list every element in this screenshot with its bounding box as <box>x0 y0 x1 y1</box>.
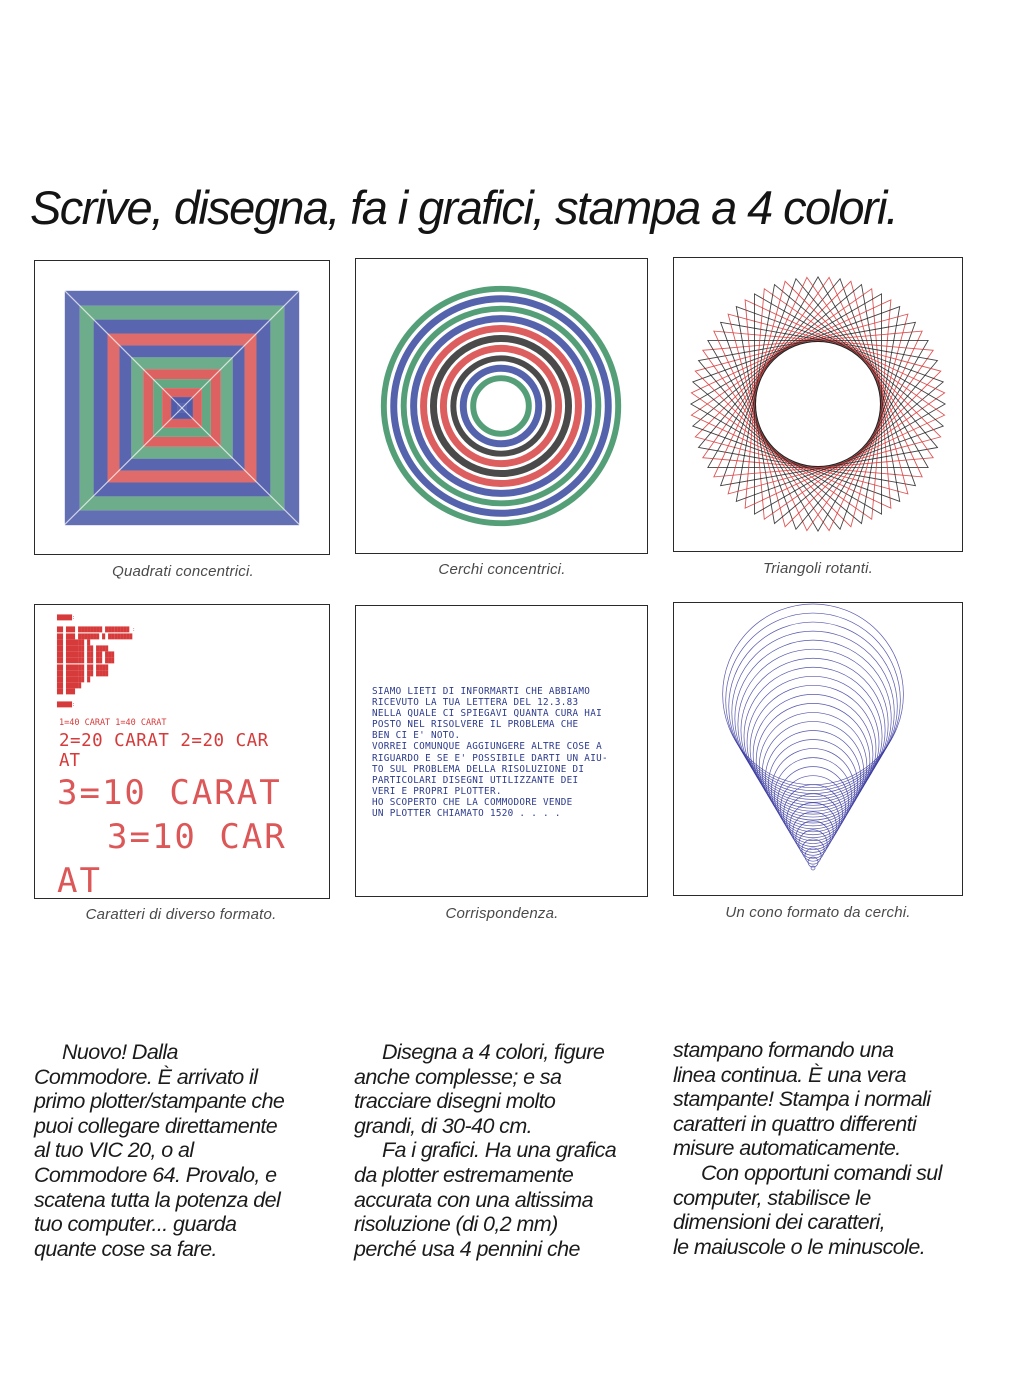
caption-concentric-squares: Quadrati concentrici. <box>112 563 254 580</box>
body-col3-line: misure automaticamente. <box>673 1136 901 1161</box>
letter-line: HO SCOPERTO CHE LA COMMODORE VENDE <box>372 796 573 808</box>
letter-line: TO SUL PROBLEMA DELLA RISOLUZIONE DI <box>372 763 585 775</box>
body-col2-line: accurata con una altissima <box>354 1187 593 1212</box>
body-col3-line: caratteri in quattro differenti <box>673 1111 917 1136</box>
char-size-2-wrap: AT <box>59 751 81 771</box>
body-col3-line: computer, stabilisce le <box>673 1185 871 1210</box>
letter-line: VORREI COMUNQUE AGGIUNGERE ALTRE COSE A <box>372 741 602 753</box>
figure-concentric-circles <box>355 258 648 554</box>
basic-listing-block: █████: ██ ███ ████████ ████████ : ██ ███ ███████ █ ████████ ██ ██████ █ ██ ██████ ██ ████ ██ ██████ ██ ██ ███ ██ ██████ ██ ██ ███ ██ ██████ ██ ████ ██ ██████ ██ ████ ██ ██████ █ ██ █████ ██ ███ █████: <box>57 615 136 708</box>
circle-ring <box>453 358 548 453</box>
letter-line: POSTO NEL RISOLVERE IL PROBLEMA CHE <box>372 719 579 731</box>
triangle-inner-circle <box>755 341 880 466</box>
triangle <box>695 314 908 527</box>
body-col2-line: anche complesse; e sa <box>354 1064 562 1089</box>
letter-line: RIGUARDO E SE E' POSSIBILE DARTI UN AIU- <box>372 752 608 764</box>
figure-rotating-triangles <box>673 257 963 552</box>
body-col1-line: Nuovo! Dalla <box>62 1040 178 1064</box>
body-col3-line: Con opportuni comandi sul <box>701 1160 942 1185</box>
body-col1-line: tuo computer... guarda <box>34 1212 237 1237</box>
circle-ring <box>384 289 618 523</box>
cone-circle <box>747 676 879 808</box>
body-col1-line: Commodore. È arrivato il <box>34 1064 258 1089</box>
cone-circle <box>756 703 870 817</box>
body-col1-line: primo plotter/stampante che <box>34 1089 285 1114</box>
letter-text <box>372 686 608 819</box>
letter-line: VERI E PROPRI PLOTTER. <box>372 785 502 797</box>
caption-cone-of-circles: Un cono formato da cerchi. <box>725 904 911 921</box>
letter-line: RICEVUTO LA TUA LETTERA DEL 12.3.83 <box>372 697 579 709</box>
body-col1-line: al tuo VIC 20, o al <box>34 1138 194 1163</box>
cone-circle <box>805 848 821 864</box>
circle-ring <box>414 319 589 494</box>
rotating-triangles-drawing <box>674 258 962 551</box>
triangle <box>695 281 908 494</box>
caption-correspondence: Corrispondenza. <box>445 905 559 922</box>
body-column-2 <box>354 1040 664 1261</box>
figure-cone-of-circles <box>673 602 963 896</box>
triangle <box>728 314 941 527</box>
body-col2-line: tracciare disegni molto <box>354 1089 556 1114</box>
char-size-3-wrap: AT <box>57 861 102 899</box>
char-size-3-line-2: 3=10 CAR <box>107 817 287 857</box>
letter-line: BEN CI E' NOTO. <box>372 730 461 742</box>
body-col2-line: perché usa 4 pennini che <box>354 1236 580 1261</box>
body-col2-line: grandi, di 30-40 cm. <box>354 1113 533 1138</box>
cone-circle <box>762 721 864 823</box>
char-size-1-line: 1=40 CARAT 1=40 CARAT <box>59 718 167 728</box>
caption-rotating-triangles: Triangoli rotanti. <box>762 560 874 577</box>
body-col3-line: le maiuscole o le minuscole. <box>673 1234 926 1259</box>
body-col2-line: Fa i grafici. Ha una grafica <box>382 1138 617 1163</box>
body-column-3 <box>673 1038 983 1259</box>
cone-circle <box>811 866 815 870</box>
cone-circle <box>726 613 901 788</box>
circle-ring <box>473 378 529 434</box>
body-col2-line: Disegna a 4 colori, figure <box>382 1040 605 1064</box>
body-col1-line: Commodore 64. Provalo, e <box>34 1162 277 1187</box>
cone-circle <box>735 640 891 796</box>
body-col2-line: da plotter estremamente <box>354 1162 574 1187</box>
body-col1-line: scatena tutta la potenza del <box>34 1187 281 1212</box>
body-col1-line: quante cose sa fare. <box>34 1236 217 1261</box>
caption-character-sizes: Caratteri di diverso formato. <box>85 906 277 923</box>
caption-concentric-circles: Cerchi concentrici. <box>438 561 566 578</box>
triangle <box>728 281 941 494</box>
letter-line: SIAMO LIETI DI INFORMARTI CHE ABBIAMO <box>372 686 591 697</box>
body-col2-line: risoluzione (di 0,2 mm) <box>354 1212 558 1237</box>
body-col3-line: linea continua. È una vera <box>673 1062 907 1087</box>
concentric-squares-drawing <box>35 261 329 554</box>
letter-line: NELLA QUALE CI SPIEGAVI QUANTA CURA HAI <box>372 708 602 720</box>
char-size-3-line: 3=10 CARAT <box>57 773 282 813</box>
concentric-circles-drawing <box>356 259 647 553</box>
char-size-2-line: 2=20 CARAT 2=20 CAR <box>59 731 269 751</box>
cone-of-circles-drawing <box>674 603 962 895</box>
figure-concentric-squares <box>34 260 330 555</box>
cone-circle <box>799 830 827 858</box>
body-column-1 <box>34 1040 344 1261</box>
body-col3-line: stampano formando una <box>673 1038 894 1062</box>
cone-circle <box>768 740 857 829</box>
letter-line: UN PLOTTER CHIAMATO 1520 . . . . <box>372 808 561 820</box>
body-col3-line: dimensioni dei caratteri, <box>673 1210 886 1235</box>
body-col1-line: puoi collegare direttamente <box>34 1113 278 1138</box>
body-col3-line: stampante! Stampa i normali <box>673 1087 931 1112</box>
letter-line: PARTICOLARI DISEGNI UTILIZZANTE DEI <box>372 774 579 786</box>
figure-character-sizes <box>34 604 330 899</box>
page-headline: Scrive, disegna, fa i grafici, stampa a 4 colori. <box>30 181 898 234</box>
figure-correspondence <box>355 605 648 897</box>
